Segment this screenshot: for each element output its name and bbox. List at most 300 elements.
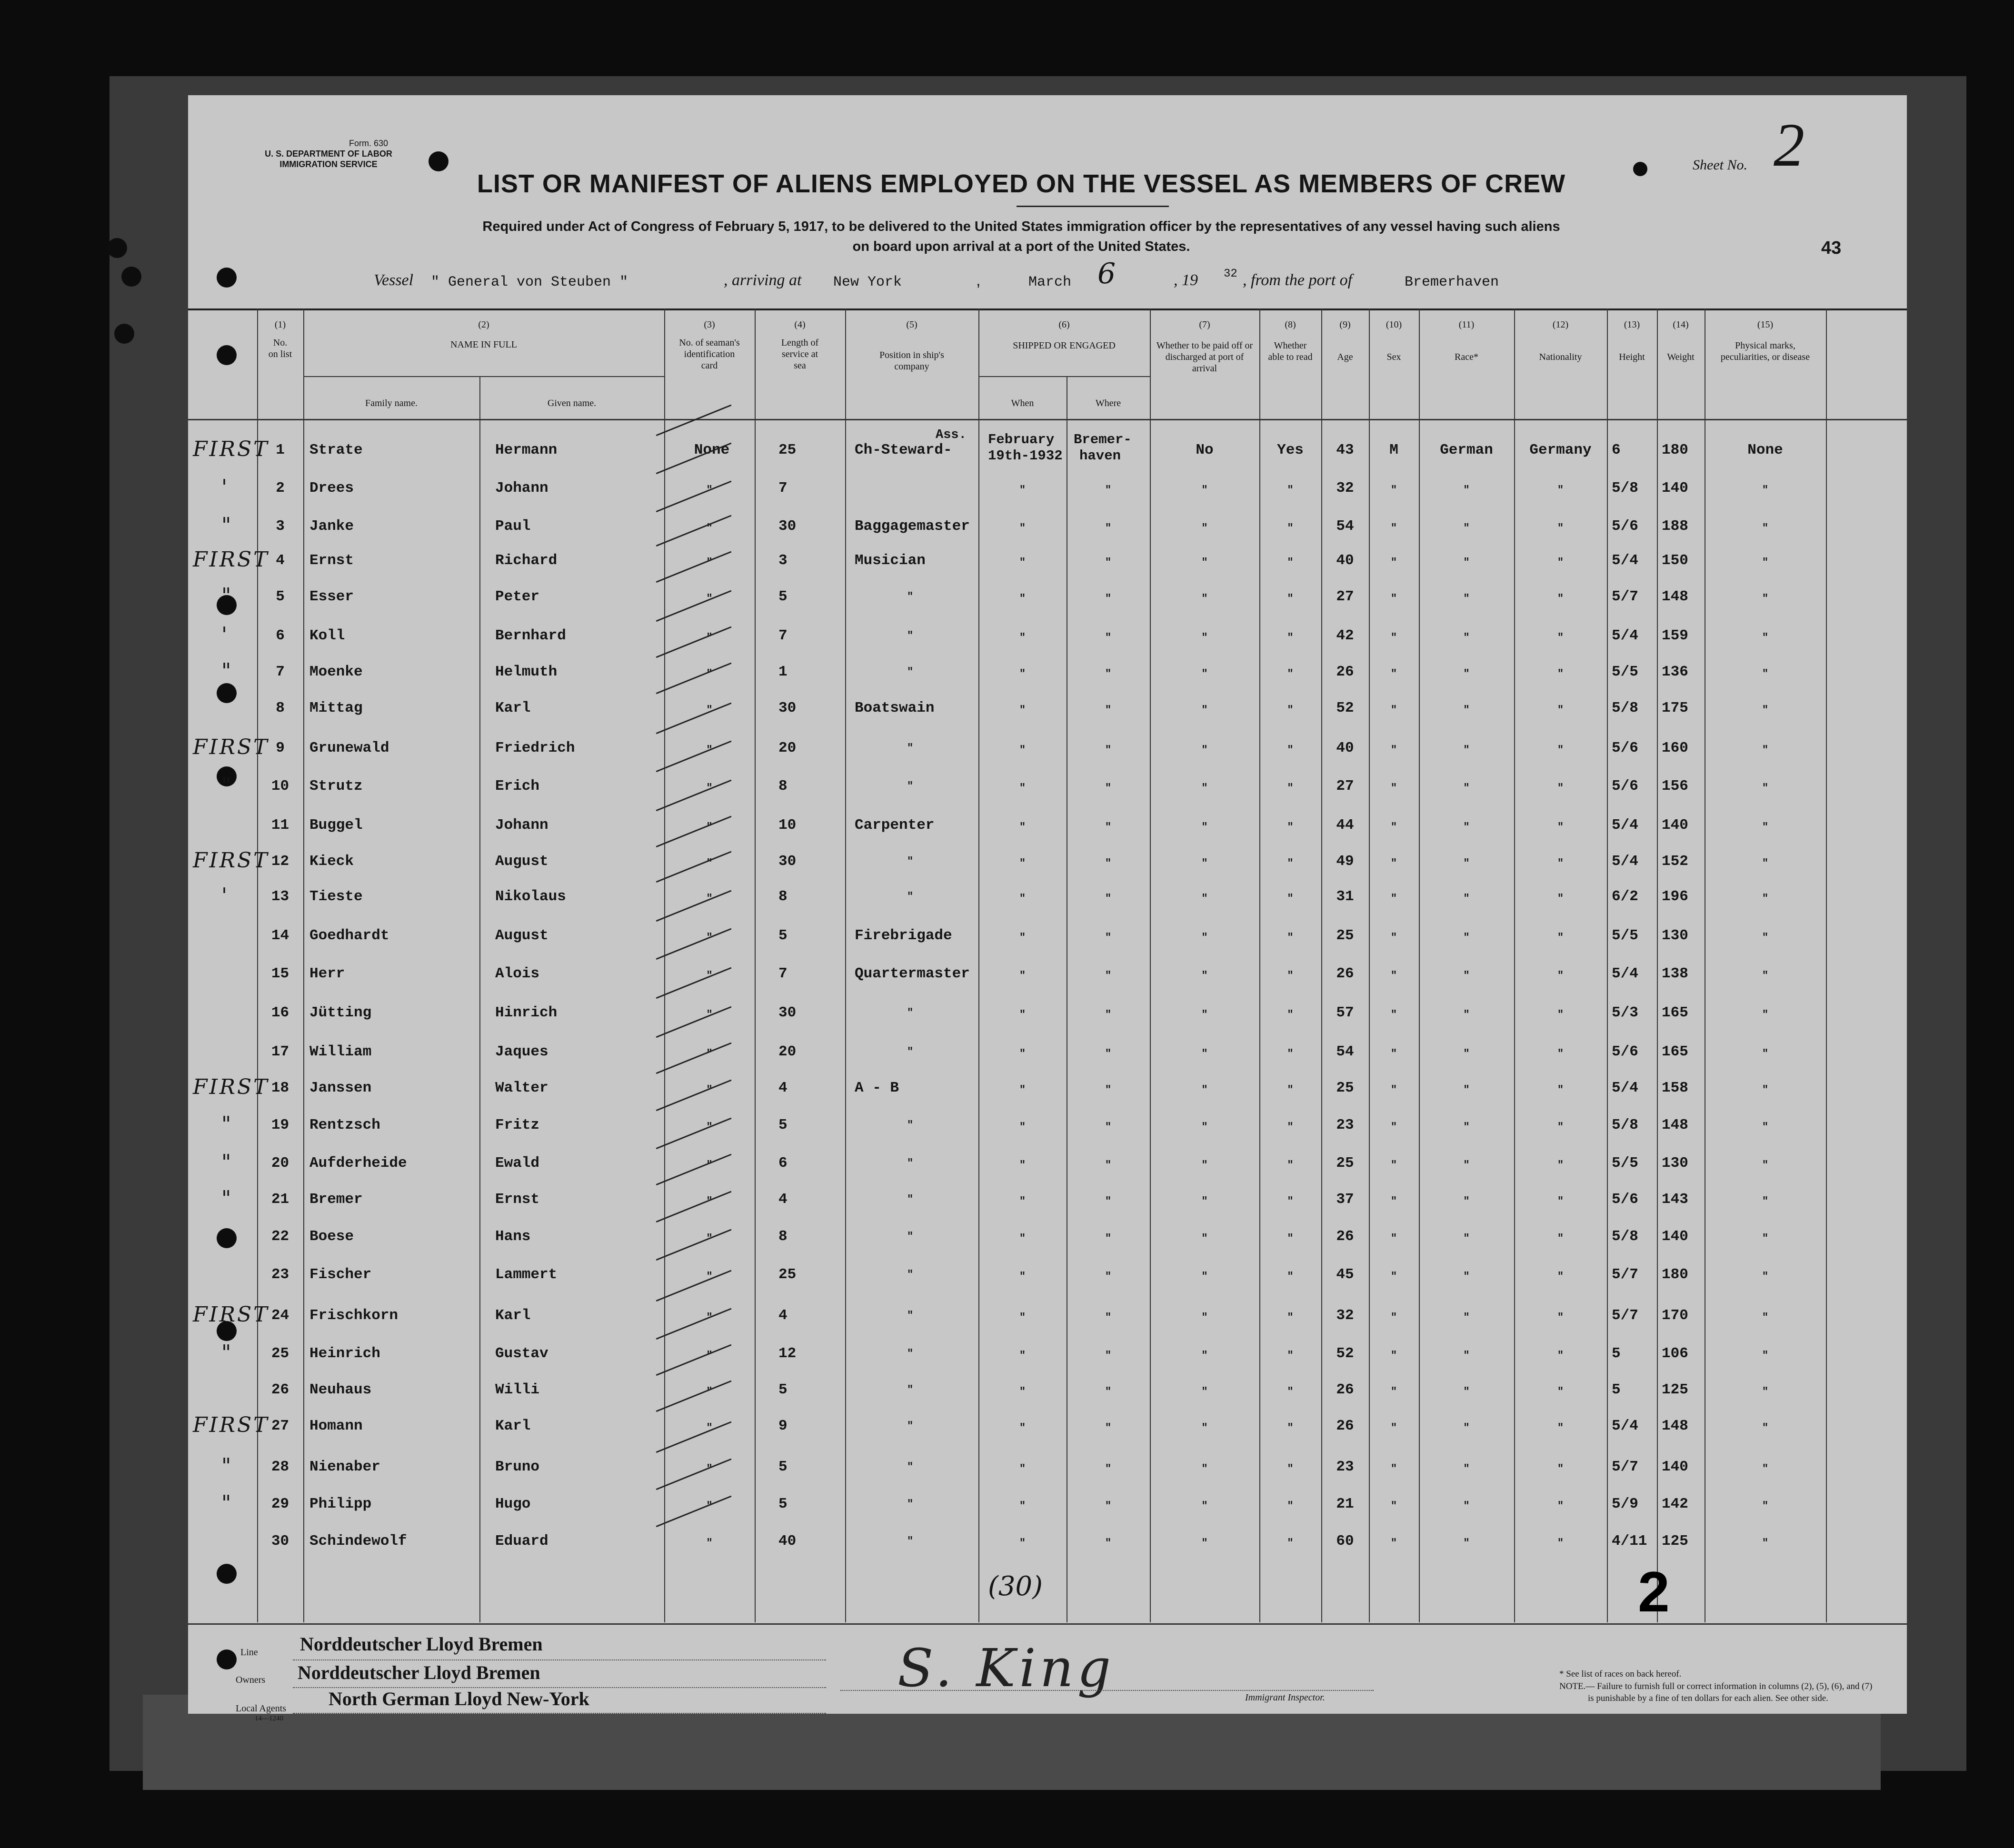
age: 26	[1336, 965, 1354, 982]
col1-header	[257, 319, 303, 360]
punch-hole	[429, 151, 449, 171]
col-rule	[303, 308, 304, 1622]
sex-ditto: "	[1390, 782, 1397, 794]
age: 49	[1336, 853, 1354, 870]
nationality-ditto: "	[1557, 522, 1564, 534]
marks-ditto: "	[1762, 556, 1769, 568]
row-number: 17	[271, 1043, 289, 1060]
read-ditto: "	[1287, 556, 1294, 568]
punch-hole	[217, 1649, 237, 1669]
weight: 150	[1662, 552, 1688, 569]
read-ditto: "	[1287, 932, 1294, 944]
given-name: Hans	[495, 1228, 531, 1245]
nationality-ditto: "	[1557, 1271, 1564, 1282]
where-ditto: "	[1105, 1232, 1112, 1244]
given-name: Eduard	[495, 1533, 548, 1550]
first-class-mark: FIRST	[193, 848, 269, 873]
paid-off-ditto: "	[1201, 1500, 1208, 1512]
nationality-ditto: "	[1557, 1009, 1564, 1021]
family-name: Jütting	[309, 1004, 372, 1021]
marks-ditto: "	[1762, 1159, 1769, 1171]
marks-ditto: "	[1762, 593, 1769, 605]
sex-ditto: "	[1390, 1159, 1397, 1171]
row-number: 23	[271, 1266, 289, 1283]
race-ditto: "	[1463, 522, 1470, 534]
family-name: Neuhaus	[309, 1381, 372, 1398]
when-ditto: "	[1019, 744, 1026, 756]
height: 5/4	[1612, 1418, 1638, 1434]
arrival-month: March	[1028, 274, 1072, 290]
card-ditto: "	[706, 1422, 713, 1434]
race-ditto: "	[1463, 1422, 1470, 1434]
family-name: Ernst	[309, 552, 354, 569]
position: "	[907, 1046, 914, 1058]
position: "	[907, 1535, 914, 1547]
age: 27	[1336, 778, 1354, 795]
family-name: Bremer	[309, 1191, 363, 1208]
nationality-ditto: "	[1557, 1121, 1564, 1133]
sex-ditto: "	[1390, 893, 1397, 904]
height: 5/6	[1612, 518, 1638, 535]
marks-ditto: "	[1762, 782, 1769, 794]
marks-ditto: "	[1762, 1350, 1769, 1361]
where-ditto: "	[1105, 704, 1112, 716]
comma: ,	[976, 271, 981, 289]
sex-ditto: "	[1390, 1463, 1397, 1475]
marks-ditto: "	[1762, 668, 1769, 680]
first-class-mark: FIRST	[193, 735, 269, 759]
when-ditto: "	[1019, 1500, 1026, 1512]
card-ditto: "	[706, 893, 713, 904]
age: 40	[1336, 740, 1354, 756]
penalty-note-1: NOTE.— Failure to furnish full or correct information in columns (2), (5), (6), and (7)	[1559, 1681, 1873, 1691]
marks-ditto: "	[1762, 744, 1769, 756]
first-class-mark: '	[221, 475, 229, 499]
punch-hole	[217, 268, 237, 288]
nationality-ditto: "	[1557, 1537, 1564, 1549]
read-ditto: "	[1287, 668, 1294, 680]
sex-ditto: "	[1390, 970, 1397, 982]
read-ditto: "	[1287, 970, 1294, 982]
card-ditto: "	[706, 1537, 713, 1549]
family-name: Strate	[309, 442, 363, 458]
age: 44	[1336, 817, 1354, 834]
col2-header	[303, 319, 664, 350]
nationality-ditto: "	[1557, 668, 1564, 680]
card-ditto: "	[706, 1048, 713, 1060]
card-ditto: "	[706, 1084, 713, 1096]
where-ditto: "	[1105, 668, 1112, 680]
read-ditto: "	[1287, 1463, 1294, 1475]
height: 6/2	[1612, 888, 1638, 905]
service-length: 30	[778, 518, 797, 535]
race-ditto: "	[1463, 704, 1470, 716]
where-ditto: "	[1105, 1195, 1112, 1207]
age: 26	[1336, 664, 1354, 680]
when-ditto: "	[1019, 704, 1026, 716]
able-to-read-value: Yes	[1277, 442, 1304, 458]
row-number: 7	[276, 664, 285, 680]
weight: 130	[1662, 927, 1688, 944]
sex-ditto: "	[1390, 821, 1397, 833]
race-ditto: "	[1463, 1350, 1470, 1361]
position: Carpenter	[855, 817, 935, 834]
height: 5/4	[1612, 817, 1638, 834]
family-name: Drees	[309, 480, 354, 497]
col9-number: (9)	[1339, 319, 1351, 330]
given-name: Fritz	[495, 1117, 540, 1133]
paid-off-ditto: "	[1201, 1271, 1208, 1282]
department: U. S. DEPARTMENT OF LABOR	[265, 149, 392, 159]
family-name: Moenke	[309, 664, 363, 680]
subheader-rule	[978, 376, 1150, 377]
age: 42	[1336, 627, 1354, 644]
inspector-label: Immigrant Inspector.	[1245, 1692, 1325, 1703]
given-name: Johann	[495, 480, 548, 497]
marks-ditto: "	[1762, 893, 1769, 904]
position: Ch-Steward-	[855, 442, 952, 458]
page-title: LIST OR MANIFEST OF ALIENS EMPLOYED ON THE VESSEL AS MEMBERS OF CREW	[477, 169, 1566, 198]
sex-ditto: "	[1390, 1084, 1397, 1096]
read-ditto: "	[1287, 1048, 1294, 1060]
marks-ditto: "	[1762, 1009, 1769, 1021]
weight: 148	[1662, 1418, 1688, 1434]
position: "	[907, 1348, 914, 1360]
read-ditto: "	[1287, 632, 1294, 644]
when-ditto: "	[1019, 1422, 1026, 1434]
read-ditto: "	[1287, 1121, 1294, 1133]
nationality-ditto: "	[1557, 893, 1564, 904]
from-label: , from the port of	[1243, 271, 1353, 289]
first-class-mark: "	[221, 513, 233, 537]
age: 21	[1336, 1496, 1354, 1512]
service-length: 4	[778, 1191, 788, 1208]
col11-header	[1419, 319, 1514, 363]
when-ditto: "	[1019, 556, 1026, 568]
race-ditto: "	[1463, 893, 1470, 904]
service-length: 9	[778, 1418, 788, 1434]
punch-hole	[121, 267, 141, 287]
age: 54	[1336, 518, 1354, 535]
weight: 180	[1662, 442, 1688, 458]
col9-label: Age	[1337, 352, 1353, 362]
first-class-mark: "	[221, 1186, 233, 1211]
first-class-mark: '	[221, 884, 229, 908]
row-number: 27	[271, 1418, 289, 1434]
service-length: 8	[778, 778, 788, 795]
weight: 130	[1662, 1155, 1688, 1172]
weight: 165	[1662, 1004, 1688, 1021]
paid-off-ditto: "	[1201, 1350, 1208, 1361]
age: 32	[1336, 1307, 1354, 1324]
age: 37	[1336, 1191, 1354, 1208]
weight: 148	[1662, 1117, 1688, 1133]
paid-off-ditto: "	[1201, 821, 1208, 833]
given-name: Johann	[495, 817, 548, 834]
family-name: Frischkorn	[309, 1307, 399, 1324]
height: 5/9	[1612, 1496, 1638, 1512]
marks-ditto: "	[1762, 857, 1769, 869]
where-ditto: "	[1105, 1463, 1112, 1475]
col14-label: Weight	[1667, 352, 1695, 362]
arrival-port: New York	[833, 274, 902, 290]
age: 25	[1336, 927, 1354, 944]
col7-label: Whether to be paid off or discharged at port of arrival	[1156, 340, 1253, 374]
sex-ditto: "	[1390, 1350, 1397, 1361]
weight: 125	[1662, 1381, 1688, 1398]
paid-off-ditto: "	[1201, 1232, 1208, 1244]
when-ditto: "	[1019, 1195, 1026, 1207]
family-name: Buggel	[309, 817, 363, 834]
when-ditto: "	[1019, 1350, 1026, 1361]
agents-label: Local Agents	[236, 1703, 287, 1714]
sex-ditto: "	[1390, 1048, 1397, 1060]
position: A - B	[855, 1080, 899, 1096]
col-rule	[845, 308, 846, 1622]
where-header: Where	[1095, 398, 1121, 408]
where-ditto: "	[1105, 857, 1112, 869]
card-ditto: "	[706, 857, 713, 869]
row-number: 12	[271, 853, 289, 870]
height: 5/8	[1612, 1117, 1638, 1133]
col3-label: No. of seaman's identification card	[679, 338, 740, 371]
nationality-ditto: "	[1557, 1159, 1564, 1171]
age: 43	[1336, 442, 1354, 458]
age: 60	[1336, 1533, 1354, 1550]
read-ditto: "	[1287, 484, 1294, 496]
given-name: Hugo	[495, 1496, 531, 1512]
marks-ditto: "	[1762, 970, 1769, 982]
service-length: 12	[778, 1345, 797, 1362]
age: 52	[1336, 700, 1354, 716]
card-ditto: "	[706, 484, 713, 496]
row-number: 4	[276, 552, 285, 569]
age: 57	[1336, 1004, 1354, 1021]
race-ditto: "	[1463, 632, 1470, 644]
first-class-mark: "	[221, 1491, 233, 1515]
service-length: 5	[778, 1381, 788, 1398]
age: 23	[1336, 1459, 1354, 1475]
year-prefix: , 19	[1174, 271, 1198, 289]
read-ditto: "	[1287, 1159, 1294, 1171]
weight: 156	[1662, 778, 1688, 795]
where-ditto: "	[1105, 970, 1112, 982]
row-number: 30	[271, 1533, 289, 1550]
weight: 125	[1662, 1533, 1688, 1550]
col5-header	[845, 319, 978, 372]
marks-ditto: "	[1762, 1271, 1769, 1282]
when-ditto: "	[1019, 857, 1026, 869]
race-ditto: "	[1463, 1271, 1470, 1282]
marks-ditto: "	[1762, 484, 1769, 496]
col13-number: (13)	[1624, 319, 1640, 330]
given-name: Karl	[495, 1307, 531, 1324]
position: "	[907, 855, 914, 867]
weight: 175	[1662, 700, 1688, 716]
nationality-ditto: "	[1557, 744, 1564, 756]
position: "	[907, 1231, 914, 1242]
given-name: Willi	[495, 1381, 540, 1398]
read-ditto: "	[1287, 1195, 1294, 1207]
paid-off-ditto: "	[1201, 932, 1208, 944]
row-number: 16	[271, 1004, 289, 1021]
year-suffix: 32	[1224, 268, 1237, 280]
title-rule	[1017, 206, 1169, 207]
sex-ditto: "	[1390, 1009, 1397, 1021]
row-number: 22	[271, 1228, 289, 1245]
where-ditto: "	[1105, 1121, 1112, 1133]
position: "	[907, 1461, 914, 1473]
row-number: 15	[271, 965, 289, 982]
nationality-ditto: "	[1557, 1195, 1564, 1207]
given-name: Helmuth	[495, 664, 558, 680]
marks-ditto: "	[1762, 522, 1769, 534]
read-ditto: "	[1287, 1537, 1294, 1549]
family-name: Tieste	[309, 888, 363, 905]
race-ditto: "	[1463, 744, 1470, 756]
marks-ditto: "	[1762, 1500, 1769, 1512]
service-length: 5	[778, 927, 788, 944]
from-port: Bremerhaven	[1405, 274, 1499, 290]
where-ditto: "	[1105, 744, 1112, 756]
height: 5/6	[1612, 1043, 1638, 1060]
first-class-mark: "	[221, 659, 233, 683]
given-name: Ernst	[495, 1191, 540, 1208]
nationality-ditto: "	[1557, 1422, 1564, 1434]
col-rule	[755, 308, 756, 1622]
age: 23	[1336, 1117, 1354, 1133]
when-ditto: "	[1019, 484, 1026, 496]
weight: 140	[1662, 480, 1688, 497]
position: Baggagemaster	[855, 518, 970, 535]
service-length: 7	[778, 627, 788, 644]
arriving-label: , arriving at	[724, 271, 802, 289]
shipped-where-1: Bremer-	[1074, 432, 1132, 447]
col-rule	[1657, 308, 1658, 1622]
given-name: Erich	[495, 778, 540, 795]
family-name: Strutz	[309, 778, 363, 795]
service-length: 5	[778, 1117, 788, 1133]
paid-off-ditto: "	[1201, 1422, 1208, 1434]
nationality-ditto: "	[1557, 932, 1564, 944]
position: "	[907, 1269, 914, 1281]
card-ditto: "	[706, 932, 713, 944]
arrival-day: 6	[1097, 257, 1116, 290]
family-name-header: Family name.	[365, 398, 418, 408]
race-value: German	[1440, 442, 1493, 458]
height: 5/7	[1612, 588, 1638, 605]
read-ditto: "	[1287, 1386, 1294, 1398]
paid-off-ditto: "	[1201, 1084, 1208, 1096]
weight: 140	[1662, 817, 1688, 834]
height: 5/6	[1612, 740, 1638, 756]
sex-ditto: "	[1390, 704, 1397, 716]
when-ditto: "	[1019, 1009, 1026, 1021]
family-name: Janke	[309, 518, 354, 535]
given-name: Bernhard	[495, 627, 566, 644]
given-name: Gustav	[495, 1345, 548, 1362]
paid-off-ditto: "	[1201, 1009, 1208, 1021]
col-rule	[1607, 308, 1608, 1622]
paid-off-ditto: "	[1201, 1463, 1208, 1475]
paid-off-ditto: "	[1201, 1386, 1208, 1398]
punch-hole	[217, 1228, 237, 1248]
row-number: 3	[276, 518, 285, 535]
height: 4/11	[1612, 1533, 1647, 1550]
first-class-mark: "	[221, 1341, 233, 1365]
service-length: 20	[778, 1043, 797, 1060]
when-ditto: "	[1019, 782, 1026, 794]
weight: 140	[1662, 1459, 1688, 1475]
marks-ditto: "	[1762, 1311, 1769, 1323]
read-ditto: "	[1287, 1500, 1294, 1512]
where-ditto: "	[1105, 1084, 1112, 1096]
card-ditto: "	[706, 1311, 713, 1323]
card-ditto: "	[706, 1159, 713, 1171]
nationality-ditto: "	[1557, 704, 1564, 716]
card-ditto: "	[706, 1195, 713, 1207]
col5-number: (5)	[906, 319, 917, 330]
card-ditto: "	[706, 1271, 713, 1282]
service-length: 4	[778, 1307, 788, 1324]
weight: 165	[1662, 1043, 1688, 1060]
first-class-mark: "	[221, 1454, 233, 1478]
nationality-value: Germany	[1529, 442, 1592, 458]
race-ditto: "	[1463, 782, 1470, 794]
paid-off-ditto: "	[1201, 1311, 1208, 1323]
sex-ditto: "	[1390, 857, 1397, 869]
age: 52	[1336, 1345, 1354, 1362]
age: 31	[1336, 888, 1354, 905]
given-name: Lammert	[495, 1266, 558, 1283]
card-ditto: "	[706, 522, 713, 534]
height: 5	[1612, 1381, 1621, 1398]
weight: 152	[1662, 853, 1688, 870]
read-ditto: "	[1287, 593, 1294, 605]
nationality-ditto: "	[1557, 632, 1564, 644]
weight: 160	[1662, 740, 1688, 756]
position: "	[907, 1420, 914, 1432]
shipped-when-1: February	[988, 432, 1055, 447]
sex-ditto: "	[1390, 522, 1397, 534]
col2-label: NAME IN FULL	[450, 339, 517, 350]
race-ditto: "	[1463, 1159, 1470, 1171]
paid-off-ditto: "	[1201, 782, 1208, 794]
card-ditto: "	[706, 668, 713, 680]
where-ditto: "	[1105, 1422, 1112, 1434]
nationality-ditto: "	[1557, 1311, 1564, 1323]
weight: 188	[1662, 518, 1688, 535]
when-ditto: "	[1019, 1386, 1026, 1398]
nationality-ditto: "	[1557, 1048, 1564, 1060]
signature-rule	[840, 1690, 1374, 1691]
card-ditto: "	[706, 632, 713, 644]
height: 5	[1612, 1345, 1621, 1362]
paid-off-ditto: "	[1201, 893, 1208, 904]
marks-ditto: "	[1762, 1121, 1769, 1133]
card-ditto: "	[706, 1463, 713, 1475]
col13-header	[1607, 319, 1657, 363]
position: "	[907, 742, 914, 754]
race-ditto: "	[1463, 1500, 1470, 1512]
marks-ditto: "	[1762, 1195, 1769, 1207]
marks-ditto: "	[1762, 1048, 1769, 1060]
service-length: 1	[778, 664, 788, 680]
punch-hole	[107, 238, 127, 258]
race-ditto: "	[1463, 668, 1470, 680]
marks-ditto: "	[1762, 1463, 1769, 1475]
first-class-mark: FIRST	[193, 1075, 269, 1099]
